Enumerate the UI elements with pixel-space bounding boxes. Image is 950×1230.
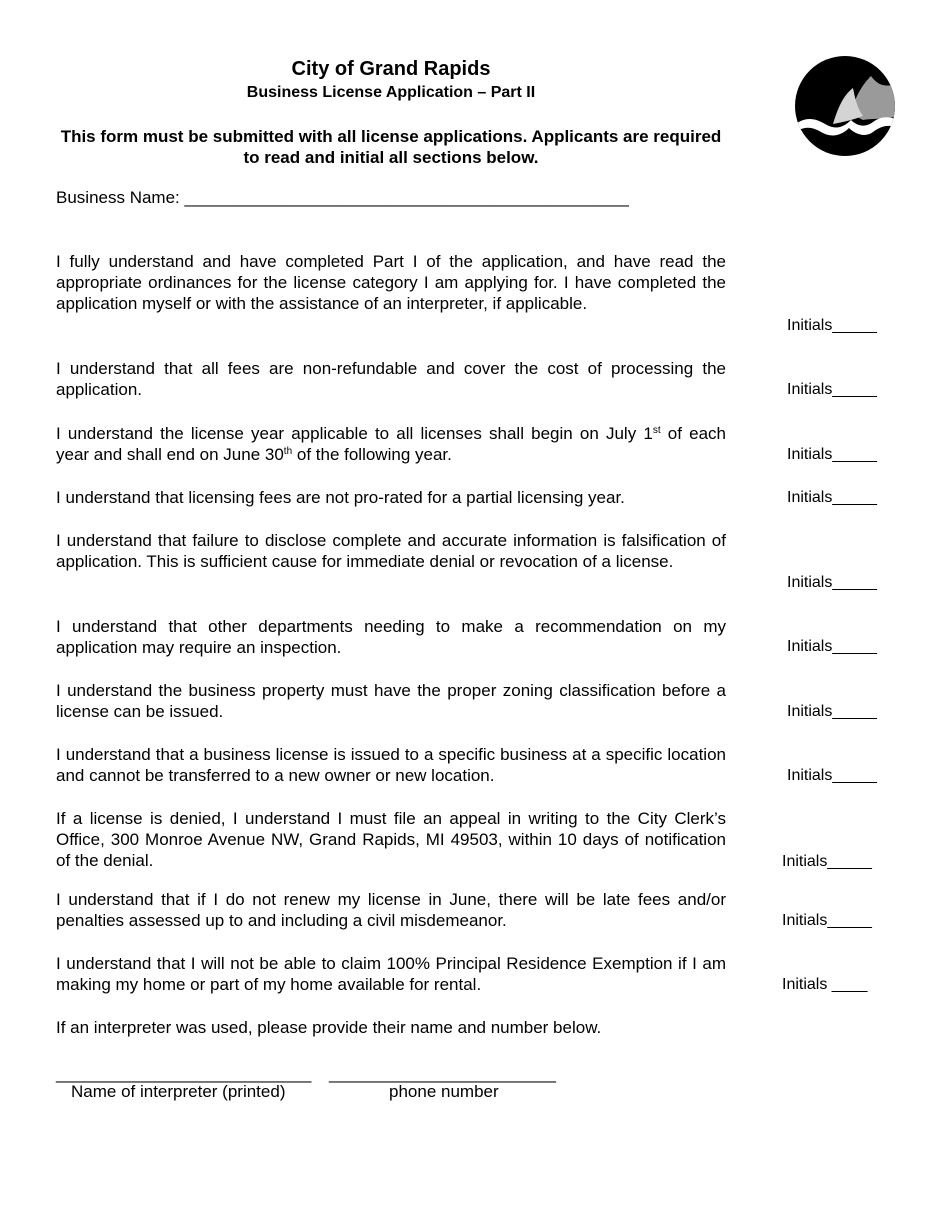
interpreter-phone-line[interactable]: ________________________: [329, 1064, 556, 1083]
statement-4: I understand that licensing fees are not pro-rated for a partial licensing year.: [56, 488, 625, 507]
initials-field-1[interactable]: Initials_____: [787, 317, 877, 334]
statement-8: I understand that a business license is issued to a specific business at a specific location and cannot be transferred to a new owner or new location.: [56, 745, 726, 785]
statement-10: I understand that if I do not renew my license in June, there will be late fees and/or penalties assessed up to and including a civil misdemeanor.: [56, 890, 726, 930]
initials-field-7[interactable]: Initials_____: [787, 703, 877, 720]
city-logo-icon: [793, 54, 897, 158]
interpreter-phone-label: phone number: [389, 1082, 499, 1101]
initials-field-5[interactable]: Initials_____: [787, 574, 877, 591]
initials-field-4[interactable]: Initials_____: [787, 489, 877, 506]
form-title: City of Grand Rapids: [291, 58, 491, 80]
interpreter-prompt: If an interpreter was used, please provide their name and number below.: [56, 1018, 602, 1037]
statement-3: I understand the license year applicable to all licenses shall begin on July 1st of each year and shall end on June 30th of the following year.: [56, 424, 726, 464]
initials-field-3[interactable]: Initials_____: [787, 446, 877, 463]
initials-field-6[interactable]: Initials_____: [787, 638, 877, 655]
interpreter-name-label: Name of interpreter (printed): [71, 1082, 286, 1101]
interpreter-name-line[interactable]: ___________________________: [56, 1064, 312, 1083]
initials-field-8[interactable]: Initials_____: [787, 767, 877, 784]
business-name-label: Business Name:: [56, 188, 180, 207]
business-name-field[interactable]: [56, 188, 629, 208]
statement-7: I understand the business property must have the proper zoning classification before a license can be issued.: [56, 681, 726, 721]
statement-5: I understand that failure to disclose complete and accurate information is falsification of application. This is sufficient cause for immediate denial or revocation of a license.: [56, 531, 726, 571]
initials-field-11[interactable]: Initials ____: [782, 976, 868, 993]
statement-11: I understand that I will not be able to claim 100% Principal Residence Exemption if I am making my home or part of my home available for rental.: [56, 954, 726, 994]
initials-field-10[interactable]: Initials_____: [782, 912, 872, 929]
initials-field-2[interactable]: Initials_____: [787, 381, 877, 398]
statement-1: I fully understand and have completed Part I of the application, and have read the appropriate ordinances for the license category I am applying for. I have completed the application myself or with the assistance of an interpreter, if applicable.: [56, 252, 726, 313]
statement-9: If a license is denied, I understand I must file an appeal in writing to the City Clerk’s Office, 300 Monroe Avenue NW, Grand Rapids, MI 49503, within 10 days of notification of the denial.: [56, 809, 726, 870]
form-subtitle: Business License Application – Part II: [246, 84, 536, 101]
form-notice: This form must be submitted with all license applications. Applicants are required to read and initial all sections below.: [60, 127, 722, 167]
initials-field-9[interactable]: Initials_____: [782, 853, 872, 870]
statement-2: I understand that all fees are non-refundable and cover the cost of processing the application.: [56, 359, 726, 399]
statement-6: I understand that other departments needing to make a recommendation on my application may require an inspection.: [56, 617, 726, 657]
business-name-blank[interactable]: _______________________________________________: [179, 188, 629, 207]
